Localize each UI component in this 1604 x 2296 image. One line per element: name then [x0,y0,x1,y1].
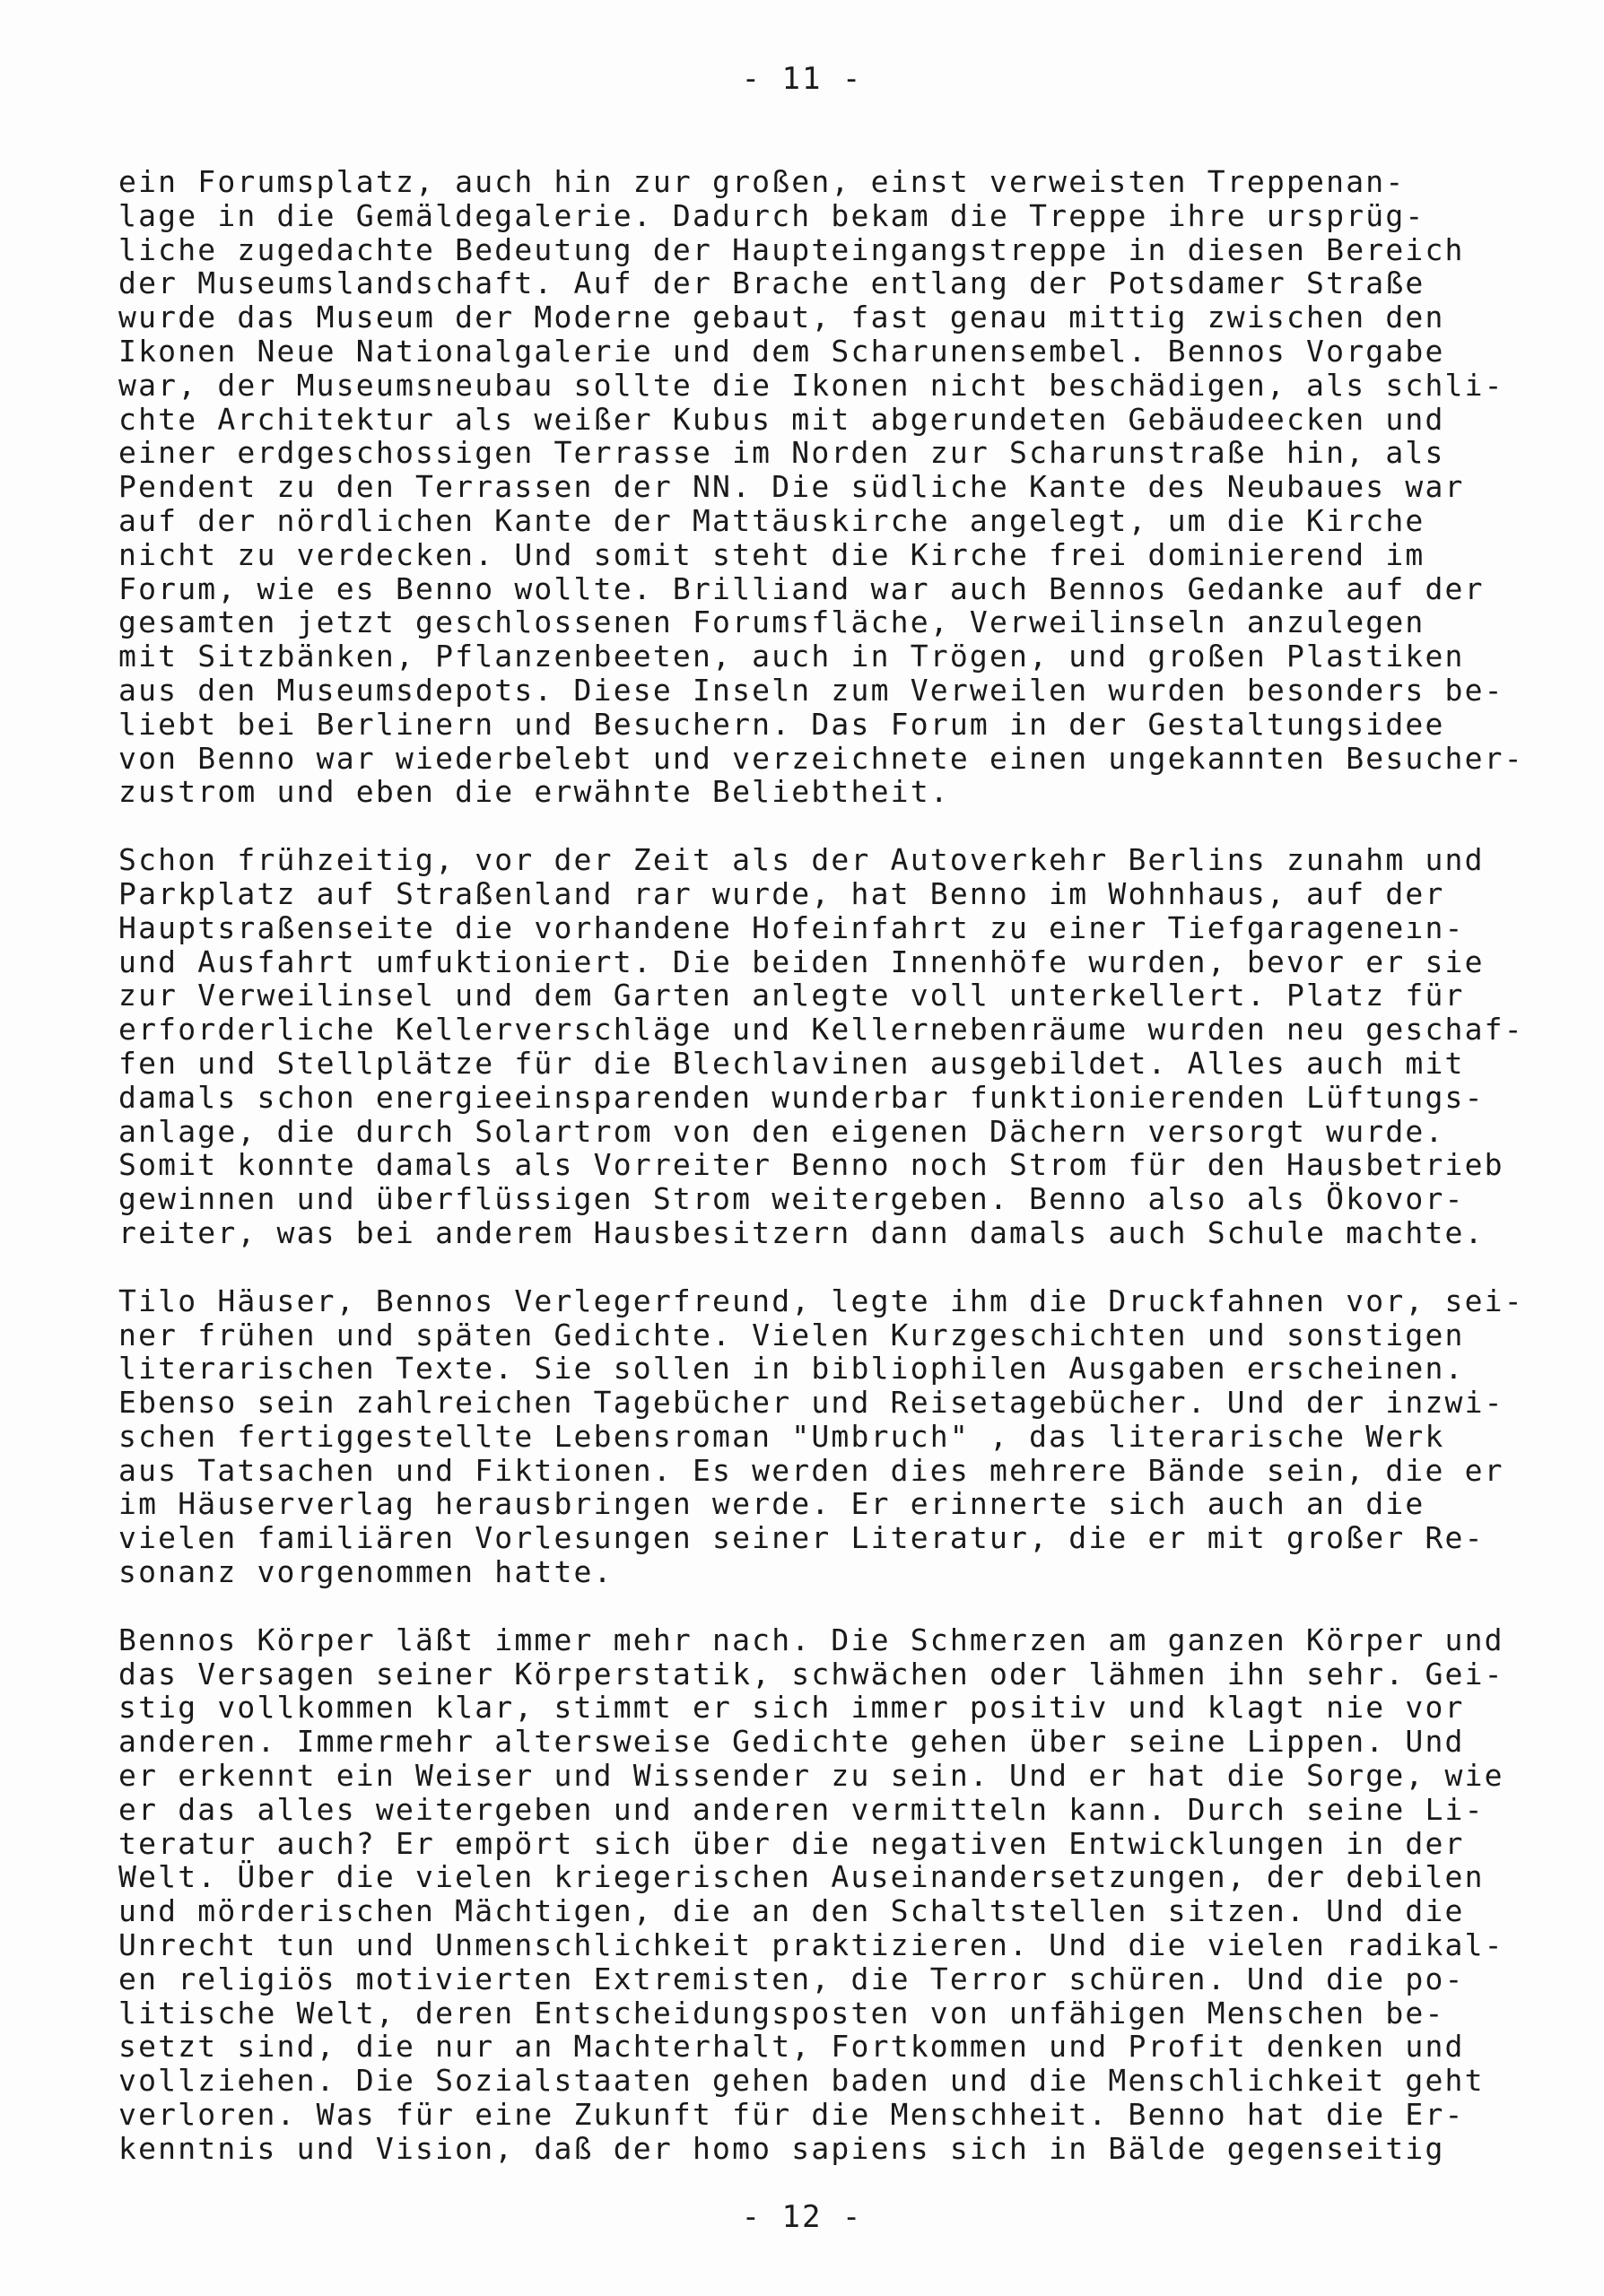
text-line: ein Forumsplatz, auch hin zur großen, einst verweisten Treppenan- [118,164,1406,199]
text-line: aus den Museumsdepots. Diese Inseln zum Verweilen wurden besonders be- [118,672,1504,708]
text-line: kenntnis und Vision, daß der homo sapiens sich in Bälde gegenseitig [118,2130,1445,2166]
text-line: gewinnen und überflüssigen Strom weitergeben. Benno also als Ökovor- [118,1181,1465,1217]
text-line: mit Sitzbänken, Pflanzenbeeten, auch in Trögen, und großen Plastiken [118,639,1465,674]
paragraph-parking [118,843,1590,1250]
text-line: aus Tatsachen und Fiktionen. Es werden dies mehrere Bände sein, die er [118,1452,1504,1488]
text-line: Forum, wie es Benno wollte. Brilliand war auch Bennos Gedanke auf der [118,570,1485,606]
text-line: und mörderischen Mächtigen, die an den Schaltstellen sitzen. Und die [118,1893,1465,1929]
text-line: Ikonen Neue Nationalgalerie und dem Scharunensembel. Bennos Vorgabe [118,333,1445,369]
text-line: vielen familiären Vorlesungen seiner Literatur, die er mit großer Re- [118,1520,1485,1556]
text-line: stig vollkommen klar, stimmt er sich immer positiv und klagt nie vor [118,1690,1465,1726]
text-line: gesamten jetzt geschlossenen Forumsfläche, Verweilinseln anzulegen [118,604,1425,640]
text-line: Tilo Häuser, Bennos Verlegerfreund, legte ihm die Druckfahnen vor, sei- [118,1283,1524,1318]
text-line: liebt bei Berlinern und Besuchern. Das Forum in der Gestaltungsidee [118,706,1445,742]
text-line: einer erdgeschossigen Terrasse im Norden zur Scharunstraße hin, als [118,435,1445,471]
text-line: Bennos Körper läßt immer mehr nach. Die Schmerzen am ganzen Körper und [118,1622,1504,1657]
text-line: lage in die Gemäldegalerie. Dadurch bekam die Treppe ihre ursprüg- [118,197,1425,233]
text-line: auf der nördlichen Kante der Mattäuskirche angelegt, um die Kirche [118,502,1425,538]
text-line: en religiös motivierten Extremisten, die Terror schüren. Und die po- [118,1961,1465,1996]
text-line: der Museumslandschaft. Auf der Brache entlang der Potsdamer Straße [118,265,1425,301]
text-line: nicht zu verdecken. Und somit steht die Kirche frei dominierend im [118,536,1425,572]
text-line: das Versagen seiner Körperstatik, schwächen oder lähmen ihn sehr. Gei- [118,1656,1504,1692]
text-line: Pendent zu den Terrassen der NN. Die südliche Kante des Neubaues war [118,469,1465,505]
paragraph-publisher [118,1284,1590,1589]
text-line: liche zugedachte Bedeutung der Haupteingangstreppe in diesen Bereich [118,231,1465,267]
text-line: vollziehen. Die Sozialstaaten gehen baden und die Menschlichkeit geht [118,2063,1485,2099]
text-line: Somit konnte damals als Vorreiter Benno noch Strom für den Hausbetrieb [118,1147,1504,1183]
text-line: Ebenso sein zahlreichen Tagebücher und Reisetagebücher. Und der inzwi- [118,1385,1504,1421]
text-line: war, der Museumsneubau sollte die Ikonen nicht beschädigen, als schli- [118,367,1504,403]
text-line: Unrecht tun und Unmenschlichkeit praktizieren. Und die vielen radikal- [118,1927,1504,1963]
text-line: ner frühen und späten Gedichte. Vielen Kurzgeschichten und sonstigen [118,1317,1465,1352]
text-line: sonanz vorgenommen hatte. [118,1554,614,1590]
text-line: schen fertiggestellte Lebensroman "Umbruch" , das literarische Werk [118,1418,1445,1454]
text-line: verloren. Was für eine Zukunft für die Menschheit. Benno hat die Er- [118,2097,1465,2133]
text-line: chte Architektur als weißer Kubus mit abgerundeten Gebäudeecken und [118,401,1445,437]
text-line: und Ausfahrt umfuktioniert. Die beiden Innenhöfe wurden, bevor er sie [118,944,1485,979]
text-line: zur Verweilinsel und dem Garten anlegte voll unterkellert. Platz für [118,978,1465,1013]
paragraph-body [118,1623,1590,2166]
page-number-top: - 11 - [741,61,863,97]
page-number-bottom: - 12 - [741,2199,863,2235]
text-line: teratur auch? Er empört sich über die negativen Entwicklungen in der [118,1825,1465,1861]
text-line: litische Welt, deren Entscheidungsposten von unfähigen Menschen be- [118,1995,1445,2031]
text-line: von Benno war wiederbelebt und verzeichnete einen ungekannten Besucher- [118,740,1524,776]
text-line: er erkennt ein Weiser und Wissender zu sein. Und er hat die Sorge, wie [118,1758,1504,1794]
text-line: wurde das Museum der Moderne gebaut, fast genau mittig zwischen den [118,300,1445,335]
text-line: Hauptsraßenseite die vorhandene Hofeinfahrt zu einer Tiefgarageneın- [118,909,1465,945]
text-line: Schon frühzeitig, vor der Zeit als der Autoverkehr Berlins zunahm und [118,842,1485,878]
text-line: literarischen Texte. Sie sollen in bibliophilen Ausgaben erscheinen. [118,1351,1465,1387]
text-line: zustrom und eben die erwähnte Beliebtheit. [118,774,950,810]
text-line: reiter, was bei anderem Hausbesitzern dann damals auch Schule machte. [118,1214,1485,1250]
text-line: anlage, die durch Solartrom von den eigenen Dächern versorgt wurde. [118,1113,1445,1149]
text-line: damals schon energieeinsparenden wunderbar funktionierenden Lüftungs- [118,1079,1485,1115]
body-text [118,165,1590,2200]
text-line: anderen. Immermehr altersweise Gedichte gehen über seine Lippen. Und [118,1724,1465,1760]
text-line: erforderliche Kellerverschläge und Kellernebenräume wurden neu geschaf- [118,1012,1524,1048]
text-line: Parkplatz auf Straßenland rar wurde, hat Benno im Wohnhaus, auf der [118,875,1445,911]
text-line: im Häuserverlag herausbringen werde. Er erinnerte sich auch an die [118,1486,1425,1522]
text-line: er das alles weitergeben und anderen vermitteln kann. Durch seine Li- [118,1791,1485,1827]
text-line: Welt. Über die vielen kriegerischen Auseinandersetzungen, der debilen [118,1859,1485,1895]
text-line: setzt sind, die nur an Machterhalt, Fortkommen und Profit denken und [118,2029,1465,2065]
paragraph-forum [118,165,1590,809]
text-line: fen und Stellplätze für die Blechlavinen ausgebildet. Alles auch mit [118,1045,1465,1081]
